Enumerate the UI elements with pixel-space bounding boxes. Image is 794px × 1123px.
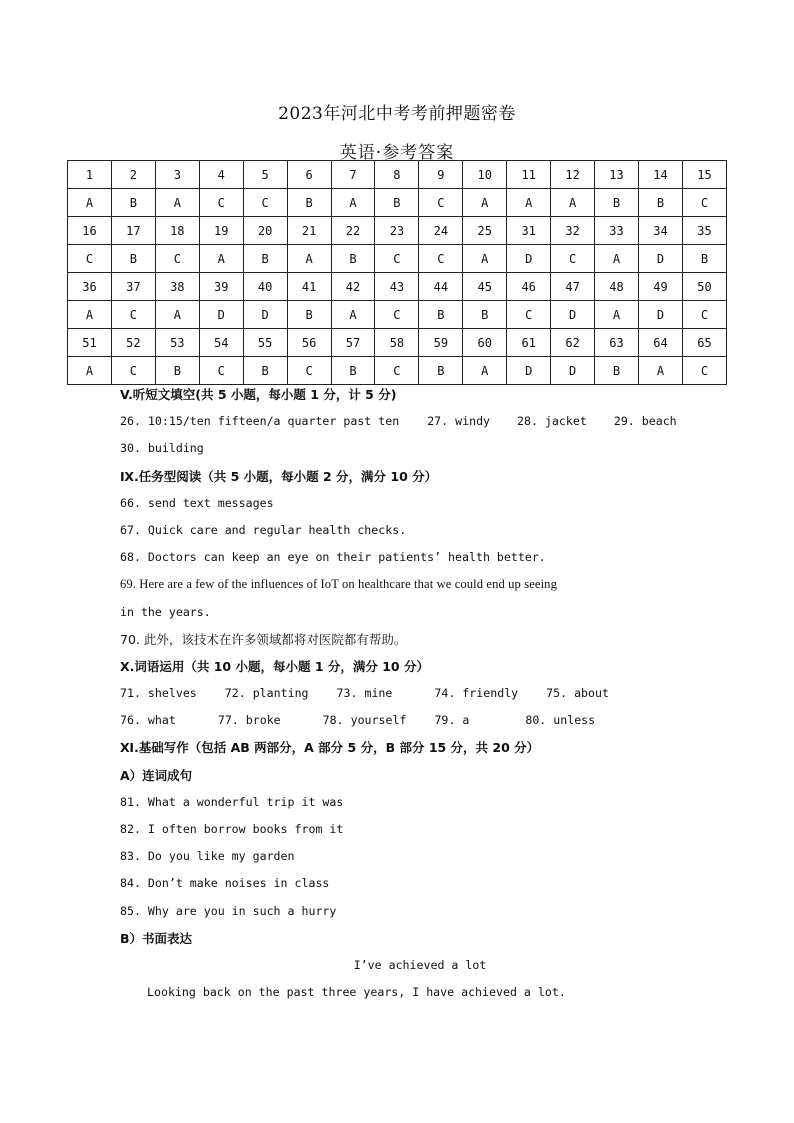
answer-cell: A (331, 301, 375, 329)
question-number-cell: 35 (682, 217, 726, 245)
question-number-cell: 36 (68, 273, 112, 301)
answer-74: 74. friendly (434, 686, 519, 701)
answer-67: 67. Quick care and regular health checks. (120, 522, 407, 537)
answer-key-row (68, 189, 727, 217)
answer-cell: A (595, 301, 639, 329)
question-number-cell: 16 (68, 217, 112, 245)
section-v-row-1 (120, 408, 720, 435)
part-a-heading: A）连词成句 (120, 767, 193, 783)
document-title: 2023年河北中考考前押题密卷 (278, 104, 516, 124)
answer-29: 29. beach (613, 414, 677, 429)
question-number-cell: 45 (463, 273, 507, 301)
answer-cell: A (463, 357, 507, 385)
answer-cell: D (199, 301, 243, 329)
question-number-cell: 31 (507, 217, 551, 245)
question-number-cell: 23 (375, 217, 419, 245)
question-number-cell: 37 (111, 273, 155, 301)
answer-79: 79. a (434, 713, 470, 728)
section-xi-heading: Ⅺ.基础写作（包括 AB 两部分，A 部分 5 分，B 部分 15 分，共 20 分） (120, 740, 540, 756)
answer-27: 27. windy (427, 414, 491, 429)
question-number-cell: 7 (331, 161, 375, 189)
answer-cell: C (199, 357, 243, 385)
answer-cell: B (375, 189, 419, 217)
question-number-cell: 63 (595, 329, 639, 357)
answer-cell: B (111, 245, 155, 273)
question-number-cell: 3 (155, 161, 199, 189)
question-number-cell: 55 (243, 329, 287, 357)
answer-cell: B (243, 245, 287, 273)
answer-cell: B (595, 189, 639, 217)
answer-cell: C (682, 189, 726, 217)
answer-78: 78. yourself (322, 713, 407, 728)
question-number-cell: 60 (463, 329, 507, 357)
question-number-cell: 4 (199, 161, 243, 189)
question-number-cell: 40 (243, 273, 287, 301)
answer-cell: C (199, 189, 243, 217)
answer-77: 77. broke (217, 713, 281, 728)
answer-cell: A (68, 301, 112, 329)
answer-cell: A (287, 245, 331, 273)
answer-cell: C (419, 245, 463, 273)
answer-cell: C (419, 189, 463, 217)
question-number-cell: 13 (595, 161, 639, 189)
question-number-cell: 59 (419, 329, 463, 357)
question-number-cell: 43 (375, 273, 419, 301)
question-number-row (68, 273, 727, 301)
answer-cell: A (68, 357, 112, 385)
question-number-cell: 47 (551, 273, 595, 301)
answer-68: 68. Doctors can keep an eye on their patients’ health better. (120, 550, 546, 565)
question-number-row (68, 217, 727, 245)
question-number-row (68, 329, 727, 357)
answer-30: 30. building (120, 441, 204, 456)
answer-cell: B (331, 357, 375, 385)
answer-cell: C (243, 189, 287, 217)
answer-cell: A (155, 301, 199, 329)
answer-cell: C (507, 301, 551, 329)
section-v-heading: V.听短文填空(共 5 小题，每小题 1 分，计 5 分) (120, 387, 397, 402)
question-number-cell: 41 (287, 273, 331, 301)
answer-cell: D (551, 301, 595, 329)
question-number-cell: 64 (638, 329, 682, 357)
question-number-cell: 14 (638, 161, 682, 189)
answer-82: 82. I often borrow books from it (120, 822, 344, 836)
question-number-cell: 17 (111, 217, 155, 245)
answer-83: 83. Do you like my garden (120, 849, 295, 864)
answer-cell: C (111, 301, 155, 329)
answer-69-line-1: 69. Here are a few of the influences of IoT on healthcare that we could end up seeing (120, 577, 557, 592)
answer-66: 66. send text messages (120, 495, 274, 510)
question-number-cell: 18 (155, 217, 199, 245)
question-number-cell: 1 (68, 161, 112, 189)
question-number-cell: 61 (507, 329, 551, 357)
answer-cell: D (243, 301, 287, 329)
question-number-cell: 58 (375, 329, 419, 357)
answer-cell: D (638, 301, 682, 329)
answer-cell: C (287, 357, 331, 385)
answer-28: 28. jacket (517, 414, 587, 429)
section-x-heading: X.词语运用（共 10 小题，每小题 1 分，满分 10 分） (120, 658, 429, 674)
answer-cell: A (463, 245, 507, 273)
answer-69-line-2: in the years. (120, 604, 211, 619)
answer-key-row (68, 301, 727, 329)
answer-71: 71. shelves (120, 686, 197, 701)
question-number-cell: 22 (331, 217, 375, 245)
answer-cell: B (463, 301, 507, 329)
question-number-cell: 49 (638, 273, 682, 301)
answer-26: 26. 10:15/ten fifteen/a quarter past ten (120, 414, 400, 429)
answer-cell: C (682, 301, 726, 329)
answer-cell: B (287, 301, 331, 329)
question-number-cell: 50 (682, 273, 726, 301)
answer-cell: A (331, 189, 375, 217)
answer-84: 84. Don’t make noises in class (120, 876, 330, 891)
question-number-cell: 12 (551, 161, 595, 189)
question-number-cell: 57 (331, 329, 375, 357)
question-number-cell: 20 (243, 217, 287, 245)
section-x-row-1 (120, 680, 720, 707)
answer-cell: B (682, 245, 726, 273)
section-x-row-2 (120, 707, 720, 734)
answer-key-row (68, 245, 727, 273)
answer-content (120, 381, 720, 1006)
answer-cell: C (111, 357, 155, 385)
answer-cell: C (682, 357, 726, 385)
answer-cell: A (199, 245, 243, 273)
question-number-cell: 46 (507, 273, 551, 301)
question-number-cell: 32 (551, 217, 595, 245)
question-number-cell: 25 (463, 217, 507, 245)
answer-cell: D (507, 245, 551, 273)
answer-76: 76. what (120, 713, 176, 728)
answer-cell: B (638, 189, 682, 217)
answer-cell: C (551, 245, 595, 273)
answer-cell: B (595, 357, 639, 385)
answer-cell: B (243, 357, 287, 385)
question-number-cell: 24 (419, 217, 463, 245)
answer-cell: D (638, 245, 682, 273)
question-number-cell: 10 (463, 161, 507, 189)
question-number-cell: 9 (419, 161, 463, 189)
question-number-cell: 42 (331, 273, 375, 301)
question-number-cell: 62 (551, 329, 595, 357)
question-number-cell: 34 (638, 217, 682, 245)
question-number-cell: 44 (419, 273, 463, 301)
question-number-cell: 53 (155, 329, 199, 357)
answer-75: 75. about (546, 686, 609, 701)
answer-80: 80. unless (525, 713, 596, 728)
question-number-row (68, 161, 727, 189)
question-number-cell: 21 (287, 217, 331, 245)
answer-cell: B (419, 301, 463, 329)
answer-cell: C (68, 245, 112, 273)
answer-cell: B (287, 189, 331, 217)
question-number-cell: 15 (682, 161, 726, 189)
answer-cell: D (551, 357, 595, 385)
question-number-cell: 19 (199, 217, 243, 245)
answer-85: 85. Why are you in such a hurry (120, 903, 337, 918)
answer-73: 73. mine (336, 686, 393, 701)
answer-cell: C (375, 245, 419, 273)
answer-cell: B (419, 357, 463, 385)
question-number-cell: 8 (375, 161, 419, 189)
answer-cell: B (331, 245, 375, 273)
question-number-cell: 39 (199, 273, 243, 301)
answer-72: 72. planting (224, 686, 309, 701)
answer-cell: D (507, 357, 551, 385)
question-number-cell: 65 (682, 329, 726, 357)
answer-table (67, 160, 727, 385)
answer-cell: C (375, 301, 419, 329)
question-number-cell: 54 (199, 329, 243, 357)
answer-cell: C (375, 357, 419, 385)
answer-cell: A (68, 189, 112, 217)
question-number-cell: 48 (595, 273, 639, 301)
essay-title: I’ve achieved a lot (353, 957, 487, 972)
section-ix-heading: Ⅸ.任务型阅读（共 5 小题，每小题 2 分，满分 10 分） (120, 468, 438, 484)
answer-cell: C (155, 245, 199, 273)
essay-line-1: Looking back on the past three years, I have achieved a lot. (147, 985, 566, 1000)
question-number-cell: 33 (595, 217, 639, 245)
answer-cell: A (507, 189, 551, 217)
question-number-cell: 11 (507, 161, 551, 189)
answer-cell: A (595, 245, 639, 273)
part-b-heading: B）书面表达 (120, 930, 193, 946)
answer-cell: A (638, 357, 682, 385)
answer-cell: A (551, 189, 595, 217)
document-subtitle: 英语·参考答案 (339, 143, 455, 163)
answer-81: 81. What a wonderful trip it was (120, 794, 344, 809)
question-number-cell: 6 (287, 161, 331, 189)
answer-cell: A (155, 189, 199, 217)
question-number-cell: 51 (68, 329, 112, 357)
question-number-cell: 38 (155, 273, 199, 301)
answer-cell: B (155, 357, 199, 385)
question-number-cell: 2 (111, 161, 155, 189)
answer-70: 70. 此外，该技术在许多领域都将对医院都有帮助。 (120, 631, 407, 647)
answer-cell: A (463, 189, 507, 217)
answer-cell: B (111, 189, 155, 217)
question-number-cell: 5 (243, 161, 287, 189)
question-number-cell: 56 (287, 329, 331, 357)
question-number-cell: 52 (111, 329, 155, 357)
